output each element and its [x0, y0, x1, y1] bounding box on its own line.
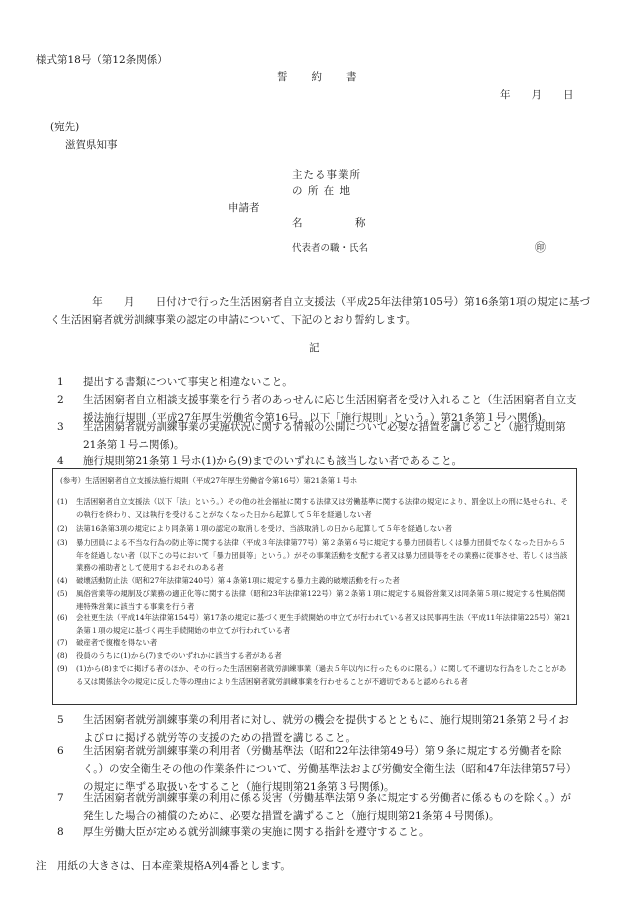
item-text: 厚生労働大臣が定める就労訓練事業の実施に関する指針を遵守すること。 [83, 826, 430, 838]
form-number: 様式第18号（第12条関係） [36, 54, 168, 66]
reference-item-number: (2) [57, 524, 68, 533]
document-title: 誓 約 書 [277, 71, 358, 83]
reference-item-number: (4) [57, 576, 68, 585]
name-label: 名 称 [292, 217, 366, 229]
reference-item-text: 会社更生法（平成14年法律第154号）第17条の規定に基づく更生手続開始の申立てが行われている者又は民事再生法（平成11年法律第225号）第21条第１項の規定に基づく再生手続開始の申立てが行われている者 [76, 613, 571, 635]
reference-item-number: (5) [57, 589, 68, 598]
item-text: 生活困窮者就労訓練事業の利用に係る災害（労働基準法第９条に規定する労働者に係るものを除く。）が発生した場合の補償のために、必要な措置を講ずること（施行規則第21条第４号関係)。 [83, 792, 572, 822]
paper-size-note: 注 用紙の大きさは、日本産業規格A列4番とします。 [36, 860, 291, 872]
reference-item-text: (1)から(8)までに掲げる者のほか、その行った生活困窮者就労訓練事業（過去５年以内に行ったものに限る。）に関して不適切な行為をしたことがある又は関係法令の規定に反した等の理由により生活困窮者就労訓練事業を行わせることが不適切であると認められる者 [76, 664, 567, 686]
date-line: 年 月 日 [500, 89, 574, 101]
item-number: 8 [57, 826, 64, 838]
addressee-name: 滋賀県知事 [65, 139, 118, 151]
item-text: 生活困窮者就労訓練事業の実施状況に関する情報の公開について必要な措置を講じること（施行規則第21条第１号ニ関係)。 [83, 421, 566, 451]
item-text: 提出する書類について事実と相違ないこと。 [83, 376, 293, 388]
reference-item-number: (6) [57, 613, 68, 622]
item-text: 生活困窮者就労訓練事業の利用者（労働基準法（昭和22年法律第49号）第９条に規定する労働者を除く。）の安全衛生その他の作業条件について、労働基準法および労働安全衛生法（昭和47年法律第57号）の規定に準ずる取扱いをすること（施行規則第21条第３号関係)。 [83, 745, 577, 793]
ki-heading: 記 [309, 342, 320, 354]
item-number: 1 [57, 376, 64, 388]
addressee-label: (宛先) [50, 121, 80, 133]
item-text: 施行規則第21条第１号ホ(1)から(9)までのいずれにも該当しない者であること。 [83, 455, 463, 467]
reference-item-number: (3) [57, 538, 68, 547]
reference-item-text: 生活困窮者自立支援法（以下「法」という。）その他の社会福祉に関する法律又は労働基準に関する法律の規定により、罰金以上の刑に処せられ、その執行を終わり、又は執行を受けることがなくなった日から起算して５年を経過しない者 [76, 497, 568, 519]
item-number: 5 [57, 714, 64, 726]
reference-item-text: 破産者で復権を得ない者 [76, 638, 158, 647]
location-label: の 所 在 地 [292, 185, 352, 197]
seal-mark: ㊞ [535, 241, 546, 254]
representative-label: 代表者の職・氏名 [292, 243, 369, 254]
reference-item-text: 法第16条第3項の規定により同条第１項の認定の取消しを受け、当該取消しの日から起算して５年を経過しない者 [76, 524, 452, 533]
item-text: 生活困窮者就労訓練事業の利用者に対し、就労の機会を提供するとともに、施行規則第21条第２号イおよびロに掲げる就労等の支援のための措置を講じること。 [83, 714, 569, 744]
item-number: 2 [57, 394, 64, 406]
reference-item-text: 風俗営業等の規制及び業務の適正化等に関する法律（昭和23年法律第122号）第２条第１項に規定する風俗営業又は同条第５項に規定する性風俗関連特殊営業に該当する事業を行う者 [76, 589, 566, 611]
reference-item-text: 破壊活動防止法（昭和27年法律第240号）第４条第1項に規定する暴力主義的破壊活動を行った者 [76, 576, 400, 585]
declaration-paragraph: 年 月 日付けで行った生活困窮者自立支援法（平成25年法律第105号）第16条第1項の規定に基づく生活困窮者就労訓練事業の認定の申請について、下記のとおり誓約します。 [50, 296, 590, 326]
reference-item-number: (8) [57, 651, 68, 660]
reference-item-number: (1) [57, 497, 68, 506]
item-number: 7 [57, 792, 64, 804]
reference-item-text: 暴力団員による不当な行為の防止等に関する法律（平成３年法律第77号）第２条第６号に規定する暴力団員若しくは暴力団員でなくなった日から５年を経過しない者（以下この号において「暴力団員等」という。）がその事業活動を支配する者又は暴力団員等をその業務に従事させ、若しくは当該業務の補助者として使用するおそれのある者 [76, 538, 568, 572]
reference-item-number: (9) [57, 664, 68, 673]
reference-item-number: (7) [57, 638, 68, 647]
applicant-label: 申請者 [228, 202, 260, 214]
item-number: 4 [57, 455, 64, 467]
item-number: 6 [57, 745, 64, 757]
item-text: 生活困窮者自立相談支援事業を行う者のあっせんに応じ生活困窮者を受け入れること（生活困窮者自立支援法施行規則（平成27年厚生労働省令第16号。以下「施行規則」という。）第21条第１号ハ関係)。 [83, 394, 577, 424]
item-number: 3 [57, 421, 64, 433]
reference-item-text: 役員のうちに(1)から(7)までのいずれかに該当する者がある者 [76, 651, 282, 660]
office-label: 主たる事業所 [292, 169, 361, 181]
reference-heading: (参考）生活困窮者自立支援法施行規則（平成27年厚生労働省令第16号）第21条第１号ホ [60, 476, 358, 485]
